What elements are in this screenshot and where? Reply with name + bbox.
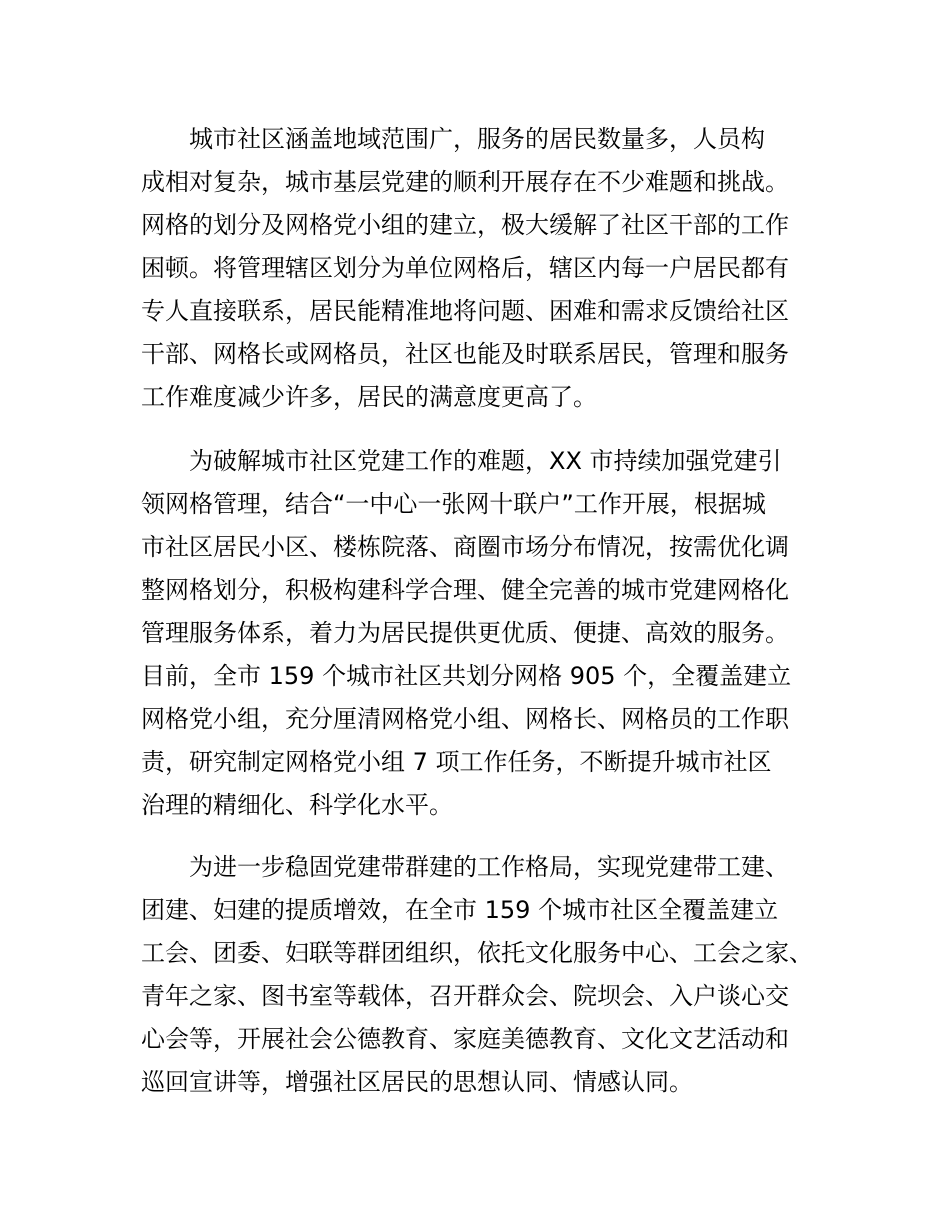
text-line: 市社区居民小区、楼栋院落、商圈市场分布情况，按需优化调 [141,533,789,561]
text-line: 整网格划分，积极构建科学合理、健全完善的城市党建网格化 [141,576,789,604]
text-line: 治理的精细化、科学化水平。 [141,791,453,819]
text-line: 管理服务体系，着力为居民提供更优质、便捷、高效的服务。 [141,619,789,647]
text-line: 责，研究制定网格党小组 7 项工作任务，不断提升城市社区 [141,748,772,776]
paragraph-party-building-grid [141,440,831,827]
text-line: 团建、妇建的提质增效，在全市 159 个城市社区全覆盖建立 [141,896,779,924]
text-line: 工作难度减少许多，居民的满意度更高了。 [141,383,597,411]
text-line: 网格的划分及网格党小组的建立，极大缓解了社区干部的工作 [141,211,789,239]
text-line: 为进一步稳固党建带群建的工作格局，实现党建带工建、 [189,853,789,881]
text-line: 成相对复杂，城市基层党建的顺利开展存在不少难题和挑战。 [141,168,789,196]
paragraph-community-grid [141,118,831,419]
text-line: 青年之家、图书室等载体，召开群众会、院坝会、入户谈心交 [141,982,789,1010]
text-line: 网格党小组，充分厘清网格党小组、网格长、网格员的工作职 [141,705,789,733]
text-line: 领网格管理，结合“一中心一张网十联户”工作开展，根据城 [141,490,766,518]
text-line: 为破解城市社区党建工作的难题，XX 市持续加强党建引 [189,447,782,475]
text-line: 干部、网格长或网格员，社区也能及时联系居民，管理和服务 [141,340,789,368]
text-line: 专人直接联系，居民能精准地将问题、困难和需求反馈给社区 [141,297,789,325]
text-line: 困顿。将管理辖区划分为单位网格后，辖区内每一户居民都有 [141,254,789,282]
text-line: 目前，全市 159 个城市社区共划分网格 905 个，全覆盖建立 [141,662,792,690]
text-line: 巡回宣讲等，增强社区居民的思想认同、情感认同。 [141,1068,693,1096]
paragraph-mass-organizations [141,846,831,1104]
text-line: 城市社区涵盖地域范围广，服务的居民数量多，人员构 [189,125,765,153]
text-line: 工会、团委、妇联等群团组织，依托文化服务中心、工会之家、 [141,939,813,967]
text-line: 心会等，开展社会公德教育、家庭美德教育、文化文艺活动和 [141,1025,789,1053]
